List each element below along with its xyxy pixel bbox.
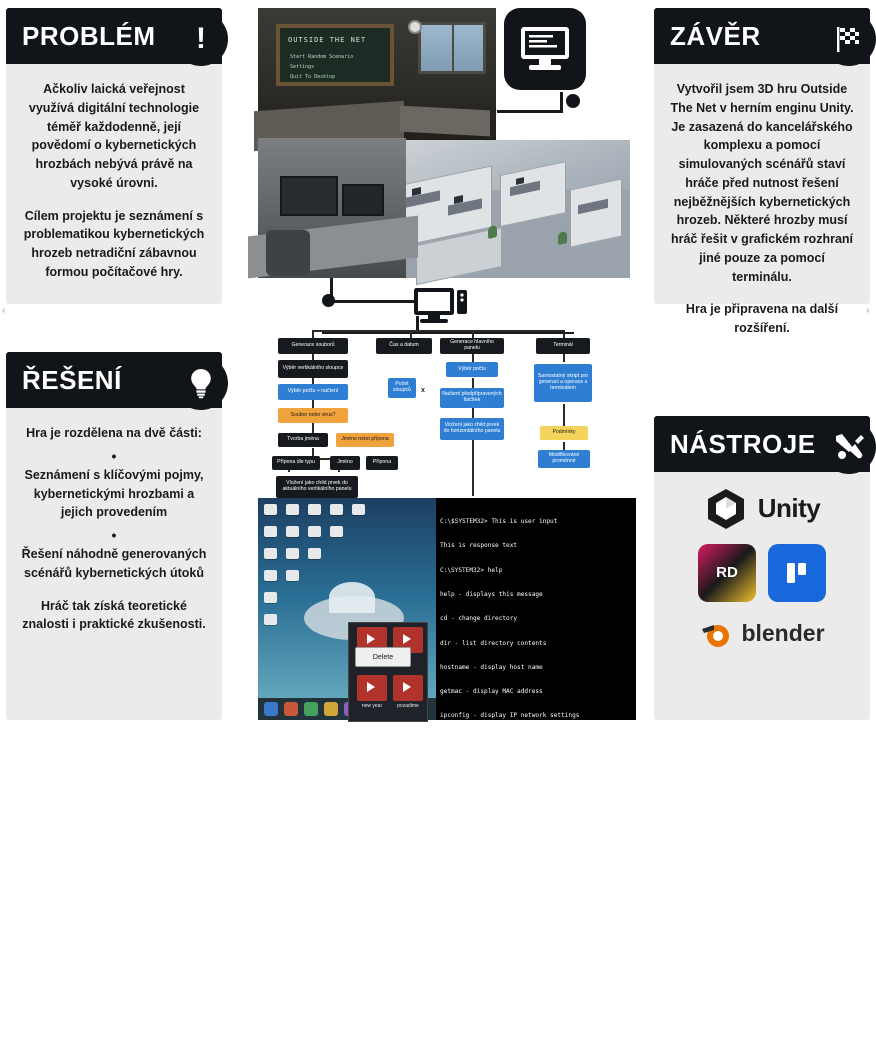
desktop-icon[interactable] [264, 570, 277, 581]
unity-logo-icon [704, 486, 748, 530]
terminal-line: C:\$SYSTEM32> This is user input [440, 518, 558, 526]
panel-zaver [654, 8, 870, 335]
flow-node-n7: Přípona dle typu [272, 456, 320, 470]
terminal-line: getmac - display MAC address [440, 688, 543, 696]
scenario-generator-flowchart [268, 330, 596, 496]
terminal-line: Desktop [440, 809, 466, 817]
panel-problem-title: PROBLÉM [22, 20, 156, 51]
connector-dot-1 [566, 94, 580, 108]
rider-logo-icon [698, 544, 756, 602]
flow-node-n13: Generace hlavního panelu [440, 338, 504, 354]
flow-node-n11: Počet sloupců [388, 378, 416, 398]
flow-node-n10: Vložení jako child prvek do aktuálního vertikálního panelu [276, 476, 358, 498]
office-isometric-render [382, 140, 630, 278]
file-label-new-year: new year [361, 703, 383, 709]
terminal-line: C:\SYSTEM32> dir [440, 930, 499, 938]
zaver-paragraph-1: Vytvořil jsem 3D hru Outside The Net v herním enginu Unity. Je zasazená do kancelářského komplexu a pomocí simulovaných scénářů staví hráče před nutnost řešení nejběžnějších kybernetických hrozeb. Některé hrozby musí hráč řešit v grafickém rozhraní jiné pouze za pomocí terminálu. [670, 82, 854, 284]
panel-reseni-header [6, 352, 222, 408]
terminal-line: dir - list directory contents [440, 639, 547, 647]
desk-3d-render [258, 138, 406, 278]
desktop-icon[interactable] [286, 526, 299, 537]
monitor-icon [410, 286, 470, 326]
zaver-paragraph-2: Hra je připravena na další rozšíření. [685, 302, 839, 335]
connector-line-1 [497, 110, 563, 113]
terminal-line: C:\SYSTEM32> cd Desktop [440, 882, 529, 890]
panel-problem-body [6, 64, 222, 296]
terminal-line: hostname - display host name [440, 663, 543, 671]
terminal-line: cd - change directory [440, 615, 518, 623]
panel-zaver-title: ZÁVĚR [670, 20, 761, 51]
terminal-line: Directory changed [440, 906, 503, 914]
flow-node-n19: Podmínky [540, 426, 588, 440]
logo-row-unity [664, 486, 860, 530]
exclamation-icon [174, 12, 228, 66]
flow-node-n16: Vložení jako child prvek do horizontálního panelu [440, 418, 504, 440]
connector-dot-2 [322, 294, 335, 307]
flow-node-n14: Výběr počtu [446, 362, 498, 377]
pc-icon [504, 8, 586, 90]
desktop-icon[interactable] [264, 526, 277, 537]
trello-logo-icon [768, 544, 826, 602]
flow-node-n20: Modifikováné proměnné [538, 450, 590, 468]
menu-item-settings[interactable]: Settings [290, 64, 315, 70]
terminal-line: exit - exits the game [440, 761, 518, 768]
reseni-paragraph-2: Seznámení s klíčovými pojmy, kybernetickými hrozbami a jejich provedením [24, 467, 204, 520]
terminal-line: help - displays this message [440, 591, 543, 599]
desktop-icon[interactable] [308, 548, 321, 559]
desktop-icon[interactable] [264, 614, 277, 625]
terminal-line: data from Adam.id [440, 979, 503, 987]
panel-nastroje-body [654, 472, 870, 675]
unity-logo-label: Unity [757, 492, 821, 523]
desktop-icon[interactable] [264, 548, 277, 559]
chalkboard [276, 24, 394, 86]
flow-node-n6: Jméno nebo přípona [336, 433, 394, 447]
logo-row-rider-trello [664, 544, 860, 602]
panel-zaver-header [654, 8, 870, 64]
file-label-pozadime: pozadime [397, 703, 419, 709]
terminal-line: netstat - display TCP/IP connections and status [440, 736, 613, 744]
video-file-tile[interactable] [357, 675, 387, 701]
blender-logo-icon [699, 616, 733, 650]
right-edge-arrow: › [866, 305, 870, 316]
logo-row-blender [664, 616, 860, 651]
terminal-line: ipconfig - display IP network settings [440, 712, 580, 720]
desktop-icon[interactable] [264, 504, 277, 515]
panel-reseni [6, 352, 222, 720]
reseni-paragraph-3: Řešení náhodně generovaných scénářů kybernetických útoků [21, 547, 207, 580]
panel-reseni-body [6, 408, 222, 648]
flow-node-n18: Samostatný skript pro generaci a operace s terminálem [534, 364, 592, 402]
flow-node-multiplier: x [421, 386, 425, 394]
panel-nastroje-title: NÁSTROJE [670, 428, 816, 459]
flow-node-n3: Výběr počtu + načtení [278, 384, 348, 400]
connector-line-2 [560, 92, 563, 110]
desktop-icon[interactable] [286, 504, 299, 515]
video-file-tile[interactable] [393, 675, 423, 701]
taskbar-icon[interactable] [284, 702, 298, 716]
classroom-intro-screenshot [258, 8, 496, 140]
terminal-line: Media [440, 858, 459, 866]
terminal-line: new year party.MP4 [440, 1028, 507, 1036]
desktop-icon[interactable] [330, 504, 343, 515]
terminal-line: This is response text [440, 542, 518, 550]
flow-node-n17: Terminál [536, 338, 590, 354]
connector-line-4 [330, 300, 416, 303]
desktop-icon[interactable] [286, 570, 299, 581]
problem-paragraph-1: Ačkoliv laická veřejnost využívá digitální technologie téměř každodenně, její povědomí o kybernetických hrozbách nebývá právě na vysoké úrovni. [28, 82, 200, 190]
terminal-output[interactable] [436, 498, 636, 1036]
exclamation-glyph: ! [196, 22, 206, 55]
file-manager-popup [348, 622, 428, 722]
lightbulb-icon [174, 356, 228, 410]
panel-problem-header [6, 8, 222, 64]
panel-nastroje-header [654, 416, 870, 472]
panel-reseni-title: ŘEŠENÍ [22, 364, 122, 395]
blender-logo-label: blender [741, 620, 825, 646]
flow-node-n12: Čas a datum [376, 338, 432, 354]
flow-node-n9: Přípona [366, 456, 398, 470]
flow-node-n1: Generace souborů [278, 338, 348, 354]
terminal-line: C:\SYSTEM32> help [440, 566, 503, 574]
flow-node-n15: Načtení předpřipravených tlačítek [440, 388, 504, 408]
checkered-flag-icon [822, 12, 876, 66]
panel-problem [6, 8, 222, 304]
desktop-icon[interactable] [330, 526, 343, 537]
problem-paragraph-2: Cílem projektu je seznámení s problematikou kybernetických hrozeb netradiční zábavnou formou počítačové hry. [23, 208, 205, 279]
menu-item-quit[interactable]: Quit To Desktop [290, 74, 336, 80]
taskbar-icon[interactable] [304, 702, 318, 716]
terminal-line: schoool materials.pdf [440, 1003, 518, 1011]
terminal-line: Dev [440, 833, 452, 841]
game-title-text: OUTSIDE THE NET [288, 36, 367, 44]
flow-node-n2: Výběr vertikálního sloupce [278, 360, 348, 378]
bullet-dot-1: • [111, 447, 117, 464]
terminal-line: C:\SYSTEM32> dir [440, 785, 499, 793]
reseni-paragraph-1: Hra je rozdělena na dvě části: [26, 426, 202, 440]
flow-node-n8: Jméno [330, 456, 360, 470]
context-menu-delete[interactable]: Delete [355, 647, 411, 667]
desktop-icon[interactable] [264, 592, 277, 603]
flow-node-n4: Soubor nebo virus? [278, 408, 348, 423]
menu-item-start[interactable]: Start Random Scenario [290, 54, 354, 60]
tools-icon [822, 420, 876, 474]
desktop-icon[interactable] [352, 504, 365, 515]
terminal-screenshot [436, 498, 636, 1036]
panel-zaver-body [654, 64, 870, 352]
desktop-icon[interactable] [308, 504, 321, 515]
flow-node-n5: Tvorba jména [278, 433, 328, 447]
desktop-icon[interactable] [308, 526, 321, 537]
terminal-line: homework.xlsx [440, 955, 488, 963]
desktop-icon[interactable] [286, 548, 299, 559]
rider-logo-label: RD [716, 563, 738, 581]
taskbar-icon[interactable] [264, 702, 278, 716]
taskbar-icon[interactable] [324, 702, 338, 716]
bullet-dot-2: • [111, 527, 117, 543]
panel-nastroje [654, 416, 870, 720]
reseni-paragraph-4: Hráč tak získá teoretické znalosti i praktické zkušenosti. [22, 598, 206, 632]
left-edge-arrow: ‹ [2, 305, 6, 316]
